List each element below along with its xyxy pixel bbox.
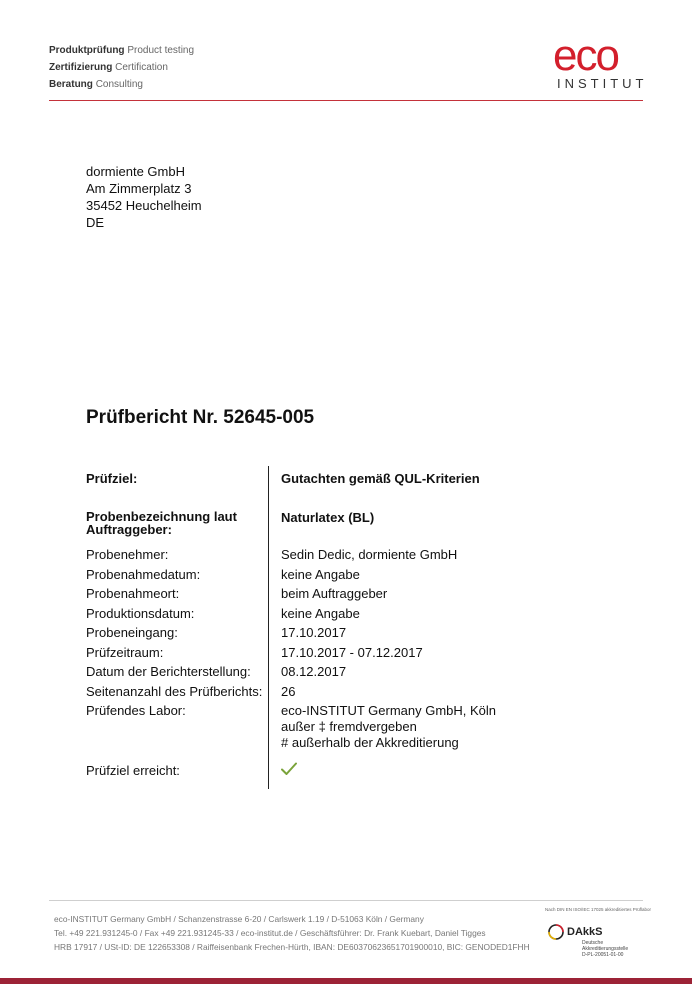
service-en: Consulting bbox=[95, 79, 143, 90]
value-pruefzeitraum: 17.10.2017 - 07.12.2017 bbox=[281, 645, 423, 660]
service-de: Zertifizierung bbox=[49, 62, 113, 73]
footer-bank: HRB 17917 / USt-ID: DE 122653308 / Raiffeisenbank Frechen-Hürth, IBAN: DE60370623651701900010, BIC: GENODED1FHH bbox=[54, 942, 530, 952]
label-seitenanzahl: Seitenanzahl des Prüfberichts: bbox=[86, 684, 263, 699]
dakks-caption: Nach DIN EN ISO/IEC 17025 akkreditiertes Prüflabor bbox=[545, 907, 652, 912]
label-probenehmer: Probenehmer: bbox=[86, 547, 169, 562]
address-city: 35452 Heuchelheim bbox=[86, 198, 202, 213]
value-probenbezeichnung: Naturlatex (BL) bbox=[281, 510, 375, 525]
header-divider bbox=[49, 100, 643, 101]
dakks-mark-icon bbox=[547, 923, 565, 941]
header-service-certification bbox=[49, 61, 168, 75]
dakks-line2: Akkreditierungsstelle bbox=[582, 946, 629, 952]
value-pruefziel: Gutachten gemäß QUL-Kriterien bbox=[281, 471, 480, 486]
value-akkreditierung: # außerhalb der Akkreditierung bbox=[281, 735, 459, 750]
label-probenahmeort: Probenahmeort: bbox=[86, 586, 180, 601]
value-pruefendes-labor: eco-INSTITUT Germany GmbH, Köln bbox=[281, 703, 497, 718]
address-company: dormiente GmbH bbox=[86, 164, 185, 179]
footer-contact: Tel. +49 221.931245-0 / Fax +49 221.931245-33 / eco-institut.de / Geschäftsführer: Dr. Frank Kuebart, Daniel Tigges bbox=[54, 928, 486, 938]
label-berichterstellung: Datum der Berichterstellung: bbox=[86, 664, 251, 679]
service-de: Beratung bbox=[49, 79, 93, 90]
header-service-consulting bbox=[49, 78, 143, 92]
check-icon bbox=[281, 762, 297, 776]
service-de: Produktprüfung bbox=[49, 45, 125, 56]
address-country: DE bbox=[86, 215, 105, 230]
value-probenehmer: Sedin Dedic, dormiente GmbH bbox=[281, 547, 458, 562]
table-divider bbox=[268, 466, 269, 789]
eco-institut-logo bbox=[553, 31, 648, 92]
service-en: Certification bbox=[115, 62, 168, 73]
value-probenahmedatum: keine Angabe bbox=[281, 567, 360, 582]
label-pruefendes-labor: Prüfendes Labor: bbox=[86, 703, 186, 718]
footer-divider bbox=[49, 900, 643, 901]
label-pruefziel: Prüfziel: bbox=[86, 471, 138, 486]
service-en: Product testing bbox=[127, 45, 195, 56]
value-probeneingang: 17.10.2017 bbox=[281, 625, 347, 640]
header-service-product-testing bbox=[49, 44, 194, 58]
value-seitenanzahl: 26 bbox=[281, 684, 296, 699]
dakks-number: D-PL-20051-01-00 bbox=[582, 952, 624, 958]
value-fremdvergeben: außer ‡ fremdvergeben bbox=[281, 719, 417, 734]
address-street: Am Zimmerplatz 3 bbox=[86, 181, 192, 196]
value-berichterstellung: 08.12.2017 bbox=[281, 664, 347, 679]
dakks-line1: Deutsche bbox=[582, 940, 604, 946]
label-produktionsdatum: Produktionsdatum: bbox=[86, 606, 195, 621]
footer-address: eco-INSTITUT Germany GmbH / Schanzenstrasse 6-20 / Carlswerk 1.19 / D-51063 Köln / Germany bbox=[54, 914, 424, 924]
label-probenahmedatum: Probenahmedatum: bbox=[86, 567, 201, 582]
value-produktionsdatum: keine Angabe bbox=[281, 606, 360, 621]
dakks-name: DAkkS bbox=[567, 926, 603, 938]
dakks-accreditation-logo bbox=[545, 907, 652, 962]
logo-word: eco bbox=[553, 31, 618, 80]
label-pruefziel-erreicht: Prüfziel erreicht: bbox=[86, 763, 180, 778]
report-title: Prüfbericht Nr. 52645-005 bbox=[86, 407, 315, 428]
label-pruefzeitraum: Prüfzeitraum: bbox=[86, 645, 164, 660]
label-probeneingang: Probeneingang: bbox=[86, 625, 178, 640]
page-bottom-bar bbox=[0, 978, 692, 984]
logo-subtitle: INSTITUT bbox=[557, 76, 648, 91]
value-probenahmeort: beim Auftraggeber bbox=[281, 586, 388, 601]
label-probenbezeichnung: Probenbezeichnung laut Auftraggeber: bbox=[86, 509, 237, 537]
